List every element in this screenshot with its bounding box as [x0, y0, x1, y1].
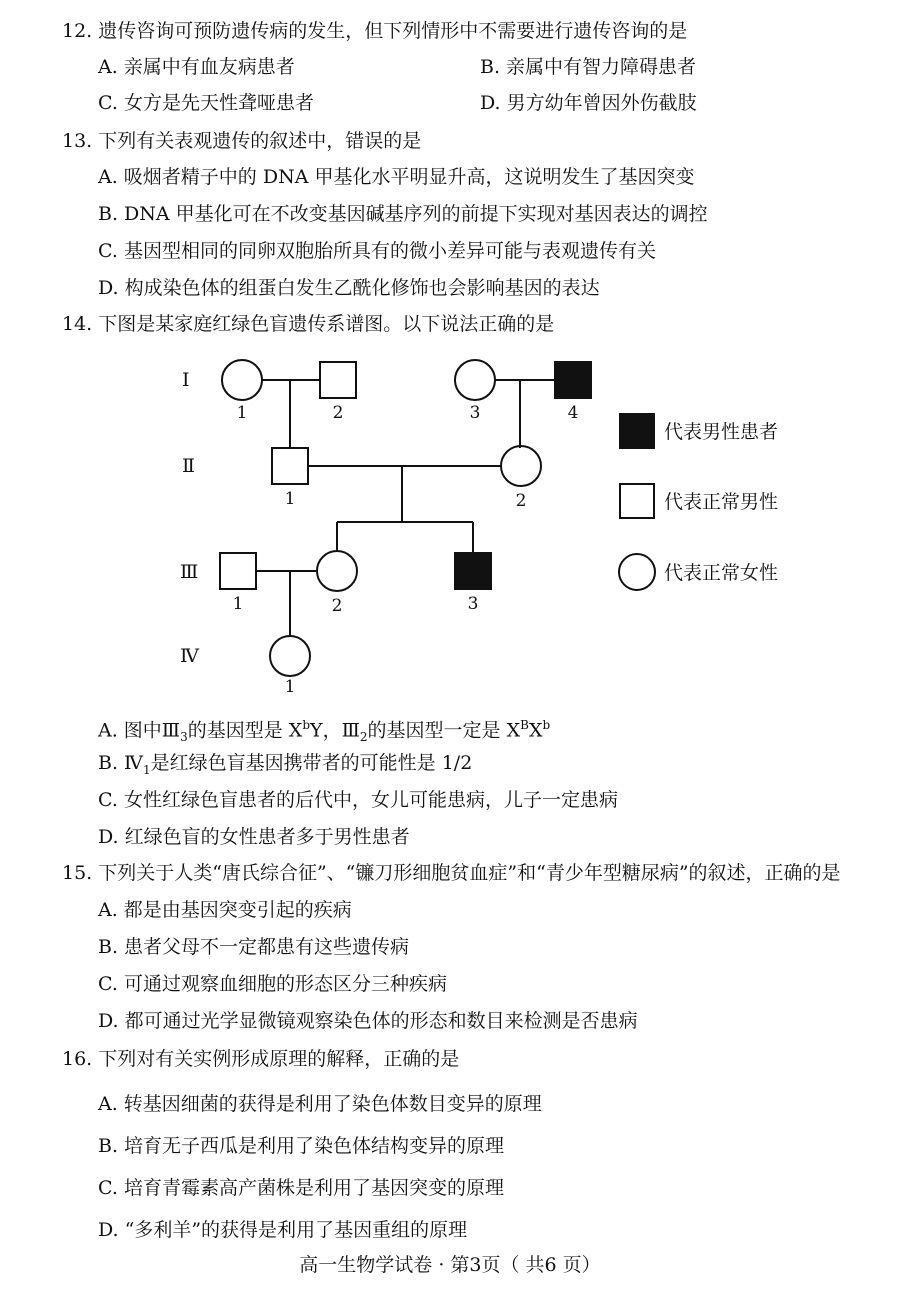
- question-13-option-d: D. 构成染色体的组蛋白发生乙酰化修饰也会影响基因的表达: [98, 277, 600, 299]
- question-13-option-c: C. 基因型相同的同卵双胞胎所具有的微小差异可能与表观遗传有关: [98, 240, 656, 262]
- pedigree-II1-male: [272, 448, 308, 484]
- question-13-stem: 13. 下列有关表观遗传的叙述中，错误的是: [62, 130, 422, 152]
- legend-normal-female-symbol: [619, 554, 655, 590]
- pedigree-I1-female: [222, 360, 262, 400]
- legend-normal-male-label: 代表正常男性: [664, 491, 779, 513]
- pedigree-III2-female: [317, 551, 357, 591]
- question-12-option-d: D. 男方幼年曾因外伤截肢: [480, 92, 697, 114]
- legend-normal-male-symbol: [620, 484, 654, 518]
- question-16-option-a: A. 转基因细菌的获得是利用了染色体数目变异的原理: [98, 1093, 542, 1115]
- question-15-option-c: C. 可通过观察血细胞的形态区分三种疾病: [98, 973, 447, 995]
- generation-label-IV: Ⅳ: [180, 645, 199, 667]
- pedigree-I2-male: [320, 362, 356, 398]
- question-16-option-d: D. “多利羊”的获得是利用了基因重组的原理: [98, 1219, 468, 1241]
- generation-label-III: Ⅲ: [180, 561, 199, 583]
- label-I2: 2: [332, 403, 344, 423]
- question-16-option-c: C. 培育青霉素高产菌株是利用了基因突变的原理: [98, 1177, 504, 1199]
- question-15-option-d: D. 都可通过光学显微镜观察染色体的形态和数目来检测是否患病: [98, 1010, 638, 1032]
- question-12-stem: 12. 遗传咨询可预防遗传病的发生，但下列情形中不需要进行遗传咨询的是: [62, 20, 688, 42]
- question-14-option-a: A. 图中$Ⅲ_3$的基因型是 $X^bY$，$Ⅲ_2$的基因型一定是 $X^BX^b$: [98, 718, 551, 745]
- question-16-stem: 16. 下列对有关实例形成原理的解释，正确的是: [62, 1048, 460, 1070]
- pedigree-IV1-female: [270, 636, 310, 676]
- generation-label-I: Ⅰ: [182, 369, 190, 391]
- pedigree-III1-male: [220, 553, 256, 589]
- label-I3: 3: [469, 403, 481, 423]
- question-15-stem: 15. 下列关于人类“唐氏综合征”、“镰刀形细胞贫血症”和“青少年型糖尿病”的叙述，正确的是: [62, 862, 841, 884]
- question-14-option-d: D. 红绿色盲的女性患者多于男性患者: [98, 826, 410, 848]
- legend-affected-male-symbol: [620, 414, 654, 448]
- question-16-option-b: B. 培育无子西瓜是利用了染色体结构变异的原理: [98, 1135, 505, 1157]
- label-I4: 4: [567, 403, 579, 423]
- question-12-option-b: B. 亲属中有智力障碍患者: [480, 56, 697, 78]
- label-I1: 1: [236, 403, 248, 423]
- question-15-option-a: A. 都是由基因突变引起的疾病: [98, 899, 352, 921]
- legend-normal-female-label: 代表正常女性: [664, 562, 779, 584]
- question-13-option-a: A. 吸烟者精子中的 DNA 甲基化水平明显升高，这说明发生了基因突变: [98, 166, 695, 188]
- question-12-option-a: A. 亲属中有血友病患者: [98, 56, 295, 78]
- pedigree-II2-female: [501, 446, 541, 486]
- label-III1: 1: [232, 594, 244, 614]
- generation-label-II: Ⅱ: [182, 455, 195, 477]
- label-III3: 3: [467, 594, 479, 614]
- legend-affected-male-label: 代表男性患者: [664, 421, 779, 443]
- label-II2: 2: [515, 491, 527, 511]
- label-II1: 1: [284, 489, 296, 509]
- pedigree-I3-female: [455, 360, 495, 400]
- question-14-option-b: B. $Ⅳ_1$是红绿色盲基因携带者的可能性是 1/2: [98, 752, 473, 777]
- question-12-option-c: C. 女方是先天性聋哑患者: [98, 92, 314, 114]
- pedigree-III3-affected-male: [455, 553, 491, 589]
- question-14-option-c: C. 女性红绿色盲患者的后代中，女儿可能患病，儿子一定患病: [98, 789, 618, 811]
- page-footer: 高一生物学试卷 · 第3页（ 共6 页）: [299, 1254, 601, 1276]
- question-14-stem: 14. 下图是某家庭红绿色盲遗传系谱图。以下说法正确的是: [62, 313, 555, 335]
- question-15-option-b: B. 患者父母不一定都患有这些遗传病: [98, 936, 410, 958]
- label-III2: 2: [331, 596, 343, 616]
- pedigree-chart: [160, 350, 840, 695]
- pedigree-I4-affected-male: [555, 362, 591, 398]
- question-13-option-b: B. DNA 甲基化可在不改变基因碱基序列的前提下实现对基因表达的调控: [98, 203, 708, 225]
- label-IV1: 1: [284, 677, 296, 695]
